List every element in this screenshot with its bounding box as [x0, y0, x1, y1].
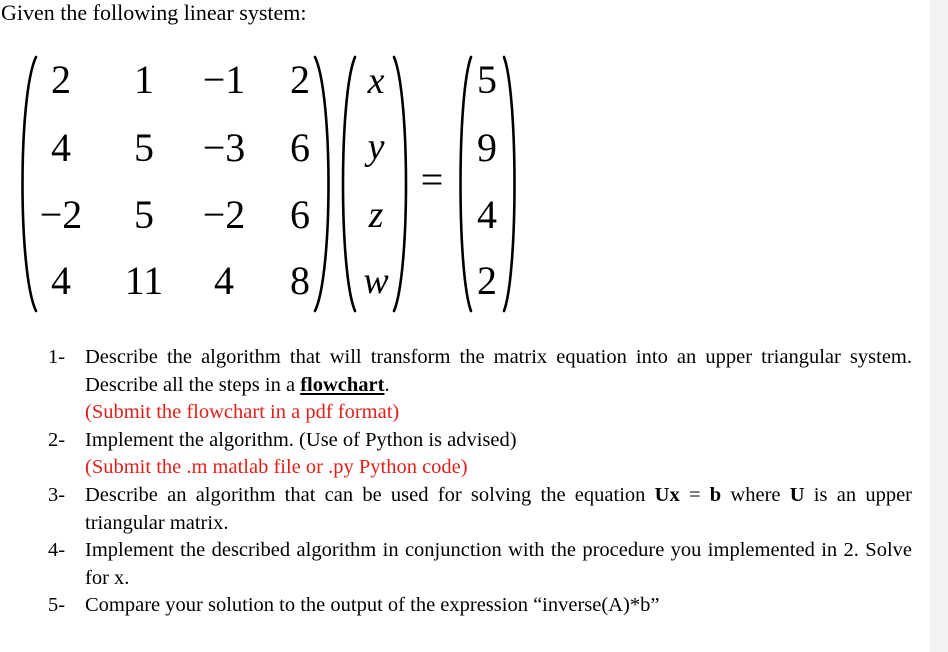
matrix-a-cell: −2 [202, 192, 246, 237]
task-number: 4- [48, 539, 66, 562]
vector-b-entry: 4 [477, 192, 497, 237]
task-number: 3- [48, 483, 66, 506]
matrix-a-cell: 4 [51, 258, 71, 303]
task-number: 1- [48, 346, 66, 368]
vector-x-entry: w [363, 260, 389, 302]
matrix-a-cell: 2 [290, 57, 310, 102]
matrix-a-cell: 1 [134, 57, 154, 102]
task-item-5 [0, 592, 930, 620]
problem-heading: Given the following linear system: [1, 0, 307, 25]
flowchart-emphasis: flowchart [300, 373, 385, 396]
task-number: 5- [48, 594, 66, 617]
task-item-4 [0, 537, 930, 592]
task-text: Describe an algorithm that can be used for solving the equation Ux = b where U is an upper triangular matrix. [85, 483, 912, 534]
matrix-a-cell: −2 [39, 192, 83, 237]
submission-note: (Submit the .m matlab file or .py Python code) [85, 456, 468, 479]
vector-x-entry: y [367, 126, 385, 168]
task-list [0, 344, 930, 620]
matrix-a-cell: 6 [290, 125, 310, 170]
task-number: 2- [48, 428, 66, 451]
submission-note: (Submit the flowchart in a pdf format) [85, 401, 400, 424]
task-item-1 [0, 344, 930, 427]
task-text: Describe the algorithm that will transform the matrix equation into an upper triangular system. Describe all the steps in a flowchart. [85, 346, 912, 396]
matrix-a-cell: 2 [51, 57, 71, 102]
task-text: Implement the algorithm. (Use of Python is advised) [85, 428, 517, 451]
matrix-a-cell: 4 [51, 125, 71, 170]
vector-b-entry: 2 [477, 258, 497, 303]
task-text: Compare your solution to the output of the expression “inverse(A)*b” [85, 594, 660, 617]
matrix-a-cell: 11 [124, 258, 164, 303]
vector-x-entry: x [367, 60, 385, 102]
matrix-a-cell: 5 [134, 125, 154, 170]
vector-b-entry: 9 [477, 125, 497, 170]
matrix-a-cell: 8 [290, 258, 310, 303]
matrix-a-cell: 5 [134, 192, 154, 237]
matrix-a-cell: −3 [202, 125, 246, 170]
task-item-2 [0, 427, 930, 482]
matrix-a-cell: 4 [214, 258, 234, 303]
matrix-a-cell: 6 [290, 192, 310, 237]
vector-b-entry: 5 [477, 57, 497, 102]
task-text: Implement the described algorithm in conjunction with the procedure you implemented in 2. Solve for x. [85, 539, 912, 589]
matrix-a-cell: −1 [202, 57, 246, 102]
equals-sign: = [420, 157, 444, 202]
task-item-3 [0, 482, 930, 537]
vector-x-entry: z [368, 194, 384, 236]
